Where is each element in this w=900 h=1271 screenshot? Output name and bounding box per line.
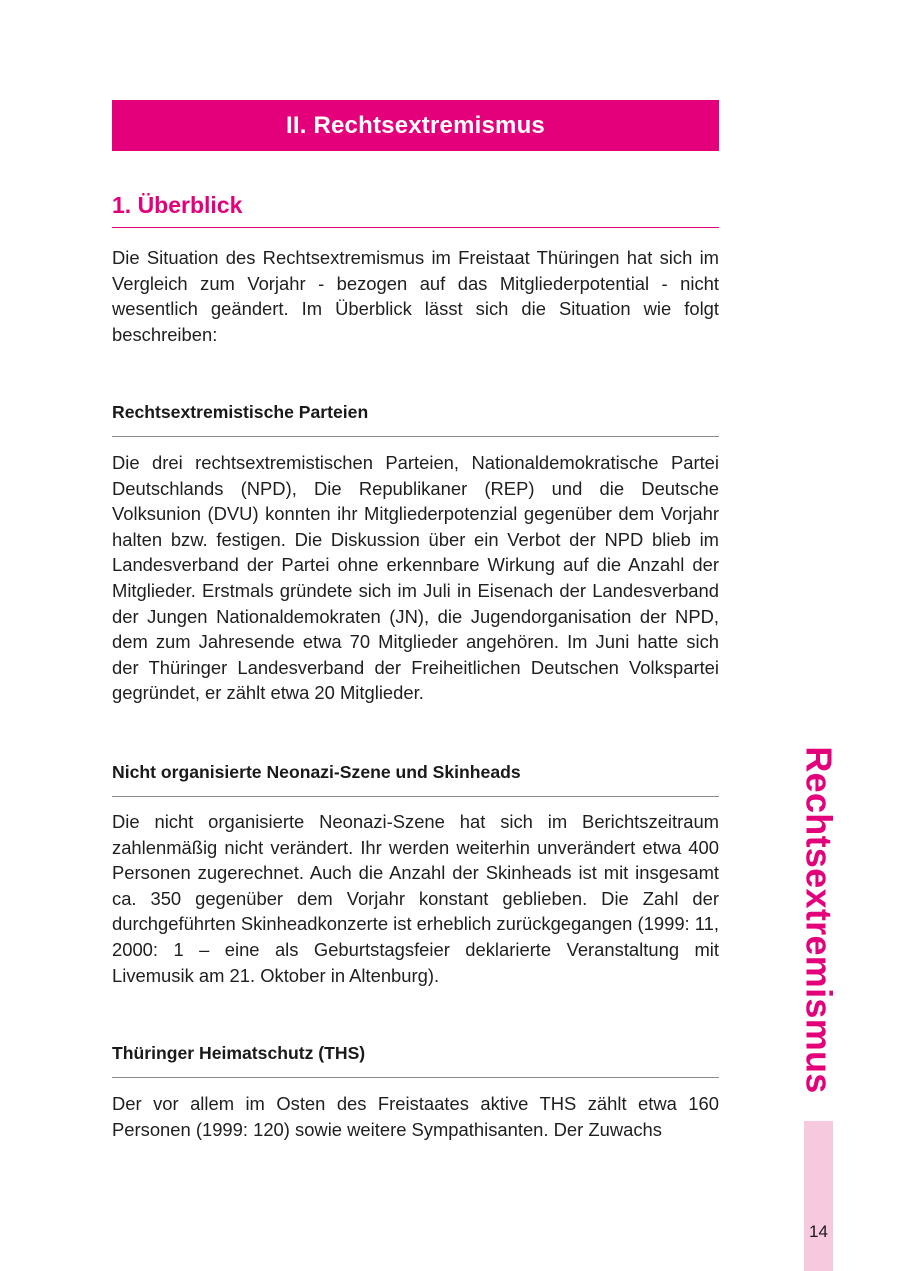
page-tab	[804, 1121, 833, 1271]
paragraph-ths: Der vor allem im Osten des Freistaates aktive THS zählt etwa 160 Personen (1999: 120) sowie weitere Sympathisanten. Der Zuwachs	[112, 1093, 719, 1140]
paragraph-parteien: Die drei rechtsextremistischen Parteien, Nationaldemokratische Partei Deutschlands (NPD), Die Republikaner (REP) und die Deutsche Volksunion (DVU) konnten ihr Mitgliederpotenzial gegenüber dem Vorjahr halten bzw. festigen. Die Diskussion über ein Verbot der NPD blieb im Landesverband der Partei ohne erkennbare Wirkung auf die Anzahl der Mitglieder. Erstmals gründete sich im Juli in Eisenach der Landesverband der Jungen Nationaldemokraten (JN), die Jugendorganisation der NPD, dem zum Jahresende etwa 70 Mitglieder angehören. Im Juni hatte sich der Thüringer Landesverband der Freiheitlichen Deutschen Volkspartei gegründet, er zählt etwa 20 Mitglieder.	[112, 452, 719, 704]
paragraph-neonazi-szene: Die nicht organisierte Neonazi-Szene hat sich im Berichtszeitraum zahlenmäßig nicht verändert. Ihr werden weiterhin unverändert etwa 400 Personen zugerechnet. Auch die Anzahl der Skinheads ist mit insgesamt ca. 350 gegenüber dem Vorjahr konstant geblieben. Die Zahl der durchgeführten Skinheadkonzerte ist erheblich zurückgegangen (1999: 11, 2000: 1 – eine als Geburtstagsfeier deklarierte Veranstaltung mit Livemusik am 21. Oktober in Altenburg).	[112, 811, 719, 986]
subheading-neonazi-szene: Nicht organisierte Neonazi-Szene und Skinheads	[112, 760, 719, 797]
intro-paragraph: Die Situation des Rechtsextremismus im Freistaat Thüringen hat sich im Vergleich zum Vorjahr - bezogen auf das Mitgliederpotential - nicht wesentlich geändert. Im Überblick lässt sich die Situation wie folgt beschreiben:	[112, 247, 719, 345]
section-title: 1. Überblick	[112, 190, 719, 228]
subheading-parteien: Rechtsextremistische Parteien	[112, 400, 719, 437]
subheading-ths: Thüringer Heimatschutz (THS)	[112, 1041, 719, 1078]
chapter-banner	[112, 100, 719, 151]
side-chapter-label-text: Rechtsextremismus	[799, 746, 841, 1094]
side-chapter-label	[780, 746, 858, 1094]
chapter-title: II. Rechtsextremismus	[286, 111, 545, 139]
page-number: 14	[809, 1222, 828, 1241]
